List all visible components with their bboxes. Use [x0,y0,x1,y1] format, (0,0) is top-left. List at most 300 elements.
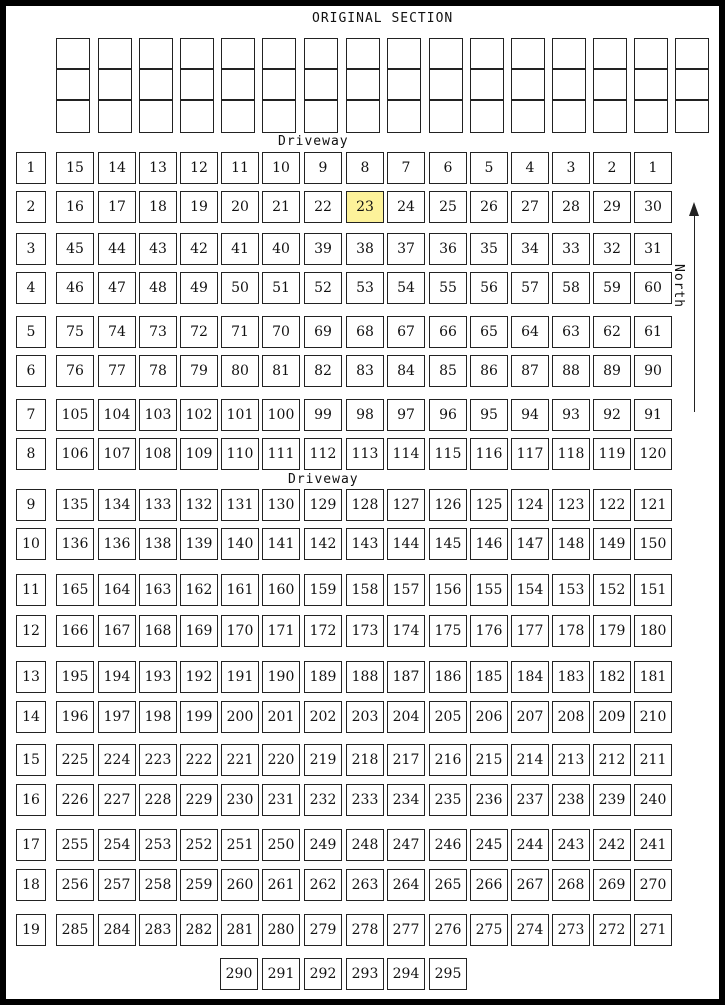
plot-221[interactable]: 221 [221,744,259,776]
plot-67[interactable]: 67 [387,316,425,348]
plot-125[interactable]: 125 [470,489,508,521]
plot-89[interactable]: 89 [593,355,631,387]
plot-218[interactable]: 218 [346,744,384,776]
plot-118[interactable]: 118 [552,438,590,470]
plot-3[interactable]: 3 [552,152,590,184]
plot-213[interactable]: 213 [552,744,590,776]
plot-56[interactable]: 56 [470,272,508,304]
plot-291[interactable]: 291 [262,958,300,990]
plot-24[interactable]: 24 [387,191,425,223]
plot-227[interactable]: 227 [98,784,136,816]
plot-113[interactable]: 113 [346,438,384,470]
plot-189[interactable]: 189 [304,661,342,693]
plot-210[interactable]: 210 [634,701,672,733]
plot-281[interactable]: 281 [221,914,259,946]
plot-25[interactable]: 25 [429,191,467,223]
plot-93[interactable]: 93 [552,399,590,431]
plot-144[interactable]: 144 [387,528,425,560]
plot-87[interactable]: 87 [511,355,549,387]
plot-250[interactable]: 250 [262,829,300,861]
plot-175[interactable]: 175 [429,615,467,647]
plot-90[interactable]: 90 [634,355,672,387]
plot-78[interactable]: 78 [139,355,177,387]
plot-183[interactable]: 183 [552,661,590,693]
plot-20[interactable]: 20 [221,191,259,223]
plot-139[interactable]: 139 [180,528,218,560]
plot-72[interactable]: 72 [180,316,218,348]
plot-80[interactable]: 80 [221,355,259,387]
plot-151[interactable]: 151 [634,574,672,606]
plot-128[interactable]: 128 [346,489,384,521]
plot-230[interactable]: 230 [221,784,259,816]
plot-261[interactable]: 261 [262,869,300,901]
plot-41[interactable]: 41 [221,233,259,265]
plot-134[interactable]: 134 [98,489,136,521]
plot-177[interactable]: 177 [511,615,549,647]
plot-99[interactable]: 99 [304,399,342,431]
plot-272[interactable]: 272 [593,914,631,946]
plot-88[interactable]: 88 [552,355,590,387]
plot-159[interactable]: 159 [304,574,342,606]
plot-135[interactable]: 135 [56,489,94,521]
plot-176[interactable]: 176 [470,615,508,647]
plot-70[interactable]: 70 [262,316,300,348]
plot-43[interactable]: 43 [139,233,177,265]
plot-7[interactable]: 7 [387,152,425,184]
plot-66[interactable]: 66 [429,316,467,348]
plot-61[interactable]: 61 [634,316,672,348]
plot-243[interactable]: 243 [552,829,590,861]
plot-197[interactable]: 197 [98,701,136,733]
plot-259[interactable]: 259 [180,869,218,901]
plot-5[interactable]: 5 [470,152,508,184]
plot-255[interactable]: 255 [56,829,94,861]
plot-121[interactable]: 121 [634,489,672,521]
plot-62[interactable]: 62 [593,316,631,348]
plot-228[interactable]: 228 [139,784,177,816]
plot-136[interactable]: 136 [98,528,136,560]
plot-52[interactable]: 52 [304,272,342,304]
plot-223[interactable]: 223 [139,744,177,776]
plot-290[interactable]: 290 [220,958,258,990]
plot-167[interactable]: 167 [98,615,136,647]
plot-185[interactable]: 185 [470,661,508,693]
plot-283[interactable]: 283 [139,914,177,946]
plot-254[interactable]: 254 [98,829,136,861]
plot-294[interactable]: 294 [387,958,425,990]
plot-224[interactable]: 224 [98,744,136,776]
plot-148[interactable]: 148 [552,528,590,560]
plot-133[interactable]: 133 [139,489,177,521]
plot-146[interactable]: 146 [470,528,508,560]
plot-212[interactable]: 212 [593,744,631,776]
plot-40[interactable]: 40 [262,233,300,265]
plot-84[interactable]: 84 [387,355,425,387]
plot-16[interactable]: 16 [56,191,94,223]
original-section-plot [180,100,214,133]
plot-196[interactable]: 196 [56,701,94,733]
plot-85[interactable]: 85 [429,355,467,387]
plot-153[interactable]: 153 [552,574,590,606]
plot-269[interactable]: 269 [593,869,631,901]
plot-100[interactable]: 100 [262,399,300,431]
plot-241[interactable]: 241 [634,829,672,861]
plot-101[interactable]: 101 [221,399,259,431]
plot-12[interactable]: 12 [180,152,218,184]
plot-17[interactable]: 17 [98,191,136,223]
plot-102[interactable]: 102 [180,399,218,431]
plot-127[interactable]: 127 [387,489,425,521]
plot-260[interactable]: 260 [221,869,259,901]
plot-143[interactable]: 143 [346,528,384,560]
plot-60[interactable]: 60 [634,272,672,304]
plot-219[interactable]: 219 [304,744,342,776]
plot-273[interactable]: 273 [552,914,590,946]
plot-120[interactable]: 120 [634,438,672,470]
plot-131[interactable]: 131 [221,489,259,521]
plot-49[interactable]: 49 [180,272,218,304]
plot-140[interactable]: 140 [221,528,259,560]
plot-106[interactable]: 106 [56,438,94,470]
plot-123[interactable]: 123 [552,489,590,521]
plot-271[interactable]: 271 [634,914,672,946]
plot-14[interactable]: 14 [98,152,136,184]
plot-10[interactable]: 10 [262,152,300,184]
plot-105[interactable]: 105 [56,399,94,431]
plot-157[interactable]: 157 [387,574,425,606]
plot-97[interactable]: 97 [387,399,425,431]
plot-234[interactable]: 234 [387,784,425,816]
plot-13[interactable]: 13 [139,152,177,184]
plot-231[interactable]: 231 [262,784,300,816]
plot-74[interactable]: 74 [98,316,136,348]
plot-257[interactable]: 257 [98,869,136,901]
plot-208[interactable]: 208 [552,701,590,733]
plot-266[interactable]: 266 [470,869,508,901]
original-section-plot [429,38,463,69]
plot-59[interactable]: 59 [593,272,631,304]
plot-252[interactable]: 252 [180,829,218,861]
plot-19[interactable]: 19 [180,191,218,223]
plot-158[interactable]: 158 [346,574,384,606]
plot-32[interactable]: 32 [593,233,631,265]
plot-171[interactable]: 171 [262,615,300,647]
plot-238[interactable]: 238 [552,784,590,816]
plot-209[interactable]: 209 [593,701,631,733]
plot-194[interactable]: 194 [98,661,136,693]
plot-76[interactable]: 76 [56,355,94,387]
plot-91[interactable]: 91 [634,399,672,431]
plot-214[interactable]: 214 [511,744,549,776]
plot-156[interactable]: 156 [429,574,467,606]
plot-233[interactable]: 233 [346,784,384,816]
plot-165[interactable]: 165 [56,574,94,606]
plot-77[interactable]: 77 [98,355,136,387]
plot-34[interactable]: 34 [511,233,549,265]
plot-83[interactable]: 83 [346,355,384,387]
plot-240[interactable]: 240 [634,784,672,816]
plot-248[interactable]: 248 [346,829,384,861]
plot-279[interactable]: 279 [304,914,342,946]
plot-152[interactable]: 152 [593,574,631,606]
plot-155[interactable]: 155 [470,574,508,606]
plot-244[interactable]: 244 [511,829,549,861]
plot-160[interactable]: 160 [262,574,300,606]
plot-207[interactable]: 207 [511,701,549,733]
plot-190[interactable]: 190 [262,661,300,693]
plot-142[interactable]: 142 [304,528,342,560]
plot-136[interactable]: 136 [56,528,94,560]
plot-187[interactable]: 187 [387,661,425,693]
plot-203[interactable]: 203 [346,701,384,733]
plot-53[interactable]: 53 [346,272,384,304]
plot-11[interactable]: 11 [221,152,259,184]
plot-267[interactable]: 267 [511,869,549,901]
plot-103[interactable]: 103 [139,399,177,431]
plot-96[interactable]: 96 [429,399,467,431]
plot-179[interactable]: 179 [593,615,631,647]
plot-199[interactable]: 199 [180,701,218,733]
plot-275[interactable]: 275 [470,914,508,946]
plot-169[interactable]: 169 [180,615,218,647]
plot-51[interactable]: 51 [262,272,300,304]
plot-251[interactable]: 251 [221,829,259,861]
plot-15[interactable]: 15 [56,152,94,184]
plot-55[interactable]: 55 [429,272,467,304]
plot-237[interactable]: 237 [511,784,549,816]
plot-247[interactable]: 247 [387,829,425,861]
plot-284[interactable]: 284 [98,914,136,946]
plot-48[interactable]: 48 [139,272,177,304]
plot-86[interactable]: 86 [470,355,508,387]
plot-37[interactable]: 37 [387,233,425,265]
plot-205[interactable]: 205 [429,701,467,733]
plot-277[interactable]: 277 [387,914,425,946]
plot-107[interactable]: 107 [98,438,136,470]
plot-28[interactable]: 28 [552,191,590,223]
plot-242[interactable]: 242 [593,829,631,861]
plot-154[interactable]: 154 [511,574,549,606]
plot-178[interactable]: 178 [552,615,590,647]
plot-112[interactable]: 112 [304,438,342,470]
plot-220[interactable]: 220 [262,744,300,776]
plot-168[interactable]: 168 [139,615,177,647]
plot-119[interactable]: 119 [593,438,631,470]
plot-27[interactable]: 27 [511,191,549,223]
plot-278[interactable]: 278 [346,914,384,946]
plot-182[interactable]: 182 [593,661,631,693]
plot-191[interactable]: 191 [221,661,259,693]
plot-31[interactable]: 31 [634,233,672,265]
plot-1[interactable]: 1 [634,152,672,184]
plot-92[interactable]: 92 [593,399,631,431]
plot-73[interactable]: 73 [139,316,177,348]
plot-162[interactable]: 162 [180,574,218,606]
plot-270[interactable]: 270 [634,869,672,901]
plot-200[interactable]: 200 [221,701,259,733]
plot-274[interactable]: 274 [511,914,549,946]
original-section-plot [180,38,214,69]
plot-98[interactable]: 98 [346,399,384,431]
plot-265[interactable]: 265 [429,869,467,901]
plot-150[interactable]: 150 [634,528,672,560]
plot-138[interactable]: 138 [139,528,177,560]
plot-46[interactable]: 46 [56,272,94,304]
plot-198[interactable]: 198 [139,701,177,733]
plot-38[interactable]: 38 [346,233,384,265]
plot-202[interactable]: 202 [304,701,342,733]
plot-21[interactable]: 21 [262,191,300,223]
plot-193[interactable]: 193 [139,661,177,693]
plot-164[interactable]: 164 [98,574,136,606]
plot-58[interactable]: 58 [552,272,590,304]
plot-268[interactable]: 268 [552,869,590,901]
plot-172[interactable]: 172 [304,615,342,647]
plot-161[interactable]: 161 [221,574,259,606]
plot-18[interactable]: 18 [139,191,177,223]
plot-75[interactable]: 75 [56,316,94,348]
plot-226[interactable]: 226 [56,784,94,816]
plot-109[interactable]: 109 [180,438,218,470]
plot-236[interactable]: 236 [470,784,508,816]
original-section-plot [511,100,545,133]
plot-166[interactable]: 166 [56,615,94,647]
plot-29[interactable]: 29 [593,191,631,223]
plot-263[interactable]: 263 [346,869,384,901]
plot-71[interactable]: 71 [221,316,259,348]
plot-95[interactable]: 95 [470,399,508,431]
plot-36[interactable]: 36 [429,233,467,265]
plot-30[interactable]: 30 [634,191,672,223]
plot-217[interactable]: 217 [387,744,425,776]
plot-149[interactable]: 149 [593,528,631,560]
plot-22[interactable]: 22 [304,191,342,223]
plot-249[interactable]: 249 [304,829,342,861]
plot-256[interactable]: 256 [56,869,94,901]
plot-170[interactable]: 170 [221,615,259,647]
plot-110[interactable]: 110 [221,438,259,470]
plot-132[interactable]: 132 [180,489,218,521]
plot-225[interactable]: 225 [56,744,94,776]
plot-293[interactable]: 293 [346,958,384,990]
plot-188[interactable]: 188 [346,661,384,693]
plot-282[interactable]: 282 [180,914,218,946]
plot-295[interactable]: 295 [429,958,467,990]
plot-245[interactable]: 245 [470,829,508,861]
plot-35[interactable]: 35 [470,233,508,265]
plot-181[interactable]: 181 [634,661,672,693]
plot-45[interactable]: 45 [56,233,94,265]
plot-204[interactable]: 204 [387,701,425,733]
plot-292[interactable]: 292 [304,958,342,990]
original-section-plot [470,100,504,133]
plot-130[interactable]: 130 [262,489,300,521]
plot-174[interactable]: 174 [387,615,425,647]
plot-216[interactable]: 216 [429,744,467,776]
plot-81[interactable]: 81 [262,355,300,387]
plot-65[interactable]: 65 [470,316,508,348]
plot-145[interactable]: 145 [429,528,467,560]
plot-111[interactable]: 111 [262,438,300,470]
plot-79[interactable]: 79 [180,355,218,387]
plot-173[interactable]: 173 [346,615,384,647]
plot-9[interactable]: 9 [304,152,342,184]
plot-23[interactable]: 23 [346,191,384,223]
plot-47[interactable]: 47 [98,272,136,304]
plot-114[interactable]: 114 [387,438,425,470]
plot-239[interactable]: 239 [593,784,631,816]
plot-44[interactable]: 44 [98,233,136,265]
plot-147[interactable]: 147 [511,528,549,560]
plot-26[interactable]: 26 [470,191,508,223]
plot-116[interactable]: 116 [470,438,508,470]
plot-33[interactable]: 33 [552,233,590,265]
plot-264[interactable]: 264 [387,869,425,901]
plot-82[interactable]: 82 [304,355,342,387]
plot-246[interactable]: 246 [429,829,467,861]
plot-163[interactable]: 163 [139,574,177,606]
plot-186[interactable]: 186 [429,661,467,693]
plot-180[interactable]: 180 [634,615,672,647]
plot-104[interactable]: 104 [98,399,136,431]
plot-215[interactable]: 215 [470,744,508,776]
plot-258[interactable]: 258 [139,869,177,901]
plot-184[interactable]: 184 [511,661,549,693]
plot-253[interactable]: 253 [139,829,177,861]
plot-235[interactable]: 235 [429,784,467,816]
plot-6[interactable]: 6 [429,152,467,184]
plot-206[interactable]: 206 [470,701,508,733]
original-section-plot [429,69,463,100]
row-number-label: 16 [16,784,46,816]
plot-115[interactable]: 115 [429,438,467,470]
plot-57[interactable]: 57 [511,272,549,304]
plot-63[interactable]: 63 [552,316,590,348]
plot-192[interactable]: 192 [180,661,218,693]
plot-4[interactable]: 4 [511,152,549,184]
plot-50[interactable]: 50 [221,272,259,304]
plot-229[interactable]: 229 [180,784,218,816]
plot-117[interactable]: 117 [511,438,549,470]
plot-42[interactable]: 42 [180,233,218,265]
plot-8[interactable]: 8 [346,152,384,184]
plot-39[interactable]: 39 [304,233,342,265]
plot-126[interactable]: 126 [429,489,467,521]
plot-262[interactable]: 262 [304,869,342,901]
plot-68[interactable]: 68 [346,316,384,348]
plot-129[interactable]: 129 [304,489,342,521]
plot-195[interactable]: 195 [56,661,94,693]
plot-64[interactable]: 64 [511,316,549,348]
plot-141[interactable]: 141 [262,528,300,560]
plot-222[interactable]: 222 [180,744,218,776]
plot-2[interactable]: 2 [593,152,631,184]
plot-54[interactable]: 54 [387,272,425,304]
plot-285[interactable]: 285 [56,914,94,946]
plot-94[interactable]: 94 [511,399,549,431]
row-number-label: 2 [16,191,46,223]
plot-69[interactable]: 69 [304,316,342,348]
plot-201[interactable]: 201 [262,701,300,733]
plot-276[interactable]: 276 [429,914,467,946]
plot-211[interactable]: 211 [634,744,672,776]
plot-124[interactable]: 124 [511,489,549,521]
plot-122[interactable]: 122 [593,489,631,521]
plot-108[interactable]: 108 [139,438,177,470]
original-section-plot [304,100,338,133]
plot-232[interactable]: 232 [304,784,342,816]
plot-280[interactable]: 280 [262,914,300,946]
